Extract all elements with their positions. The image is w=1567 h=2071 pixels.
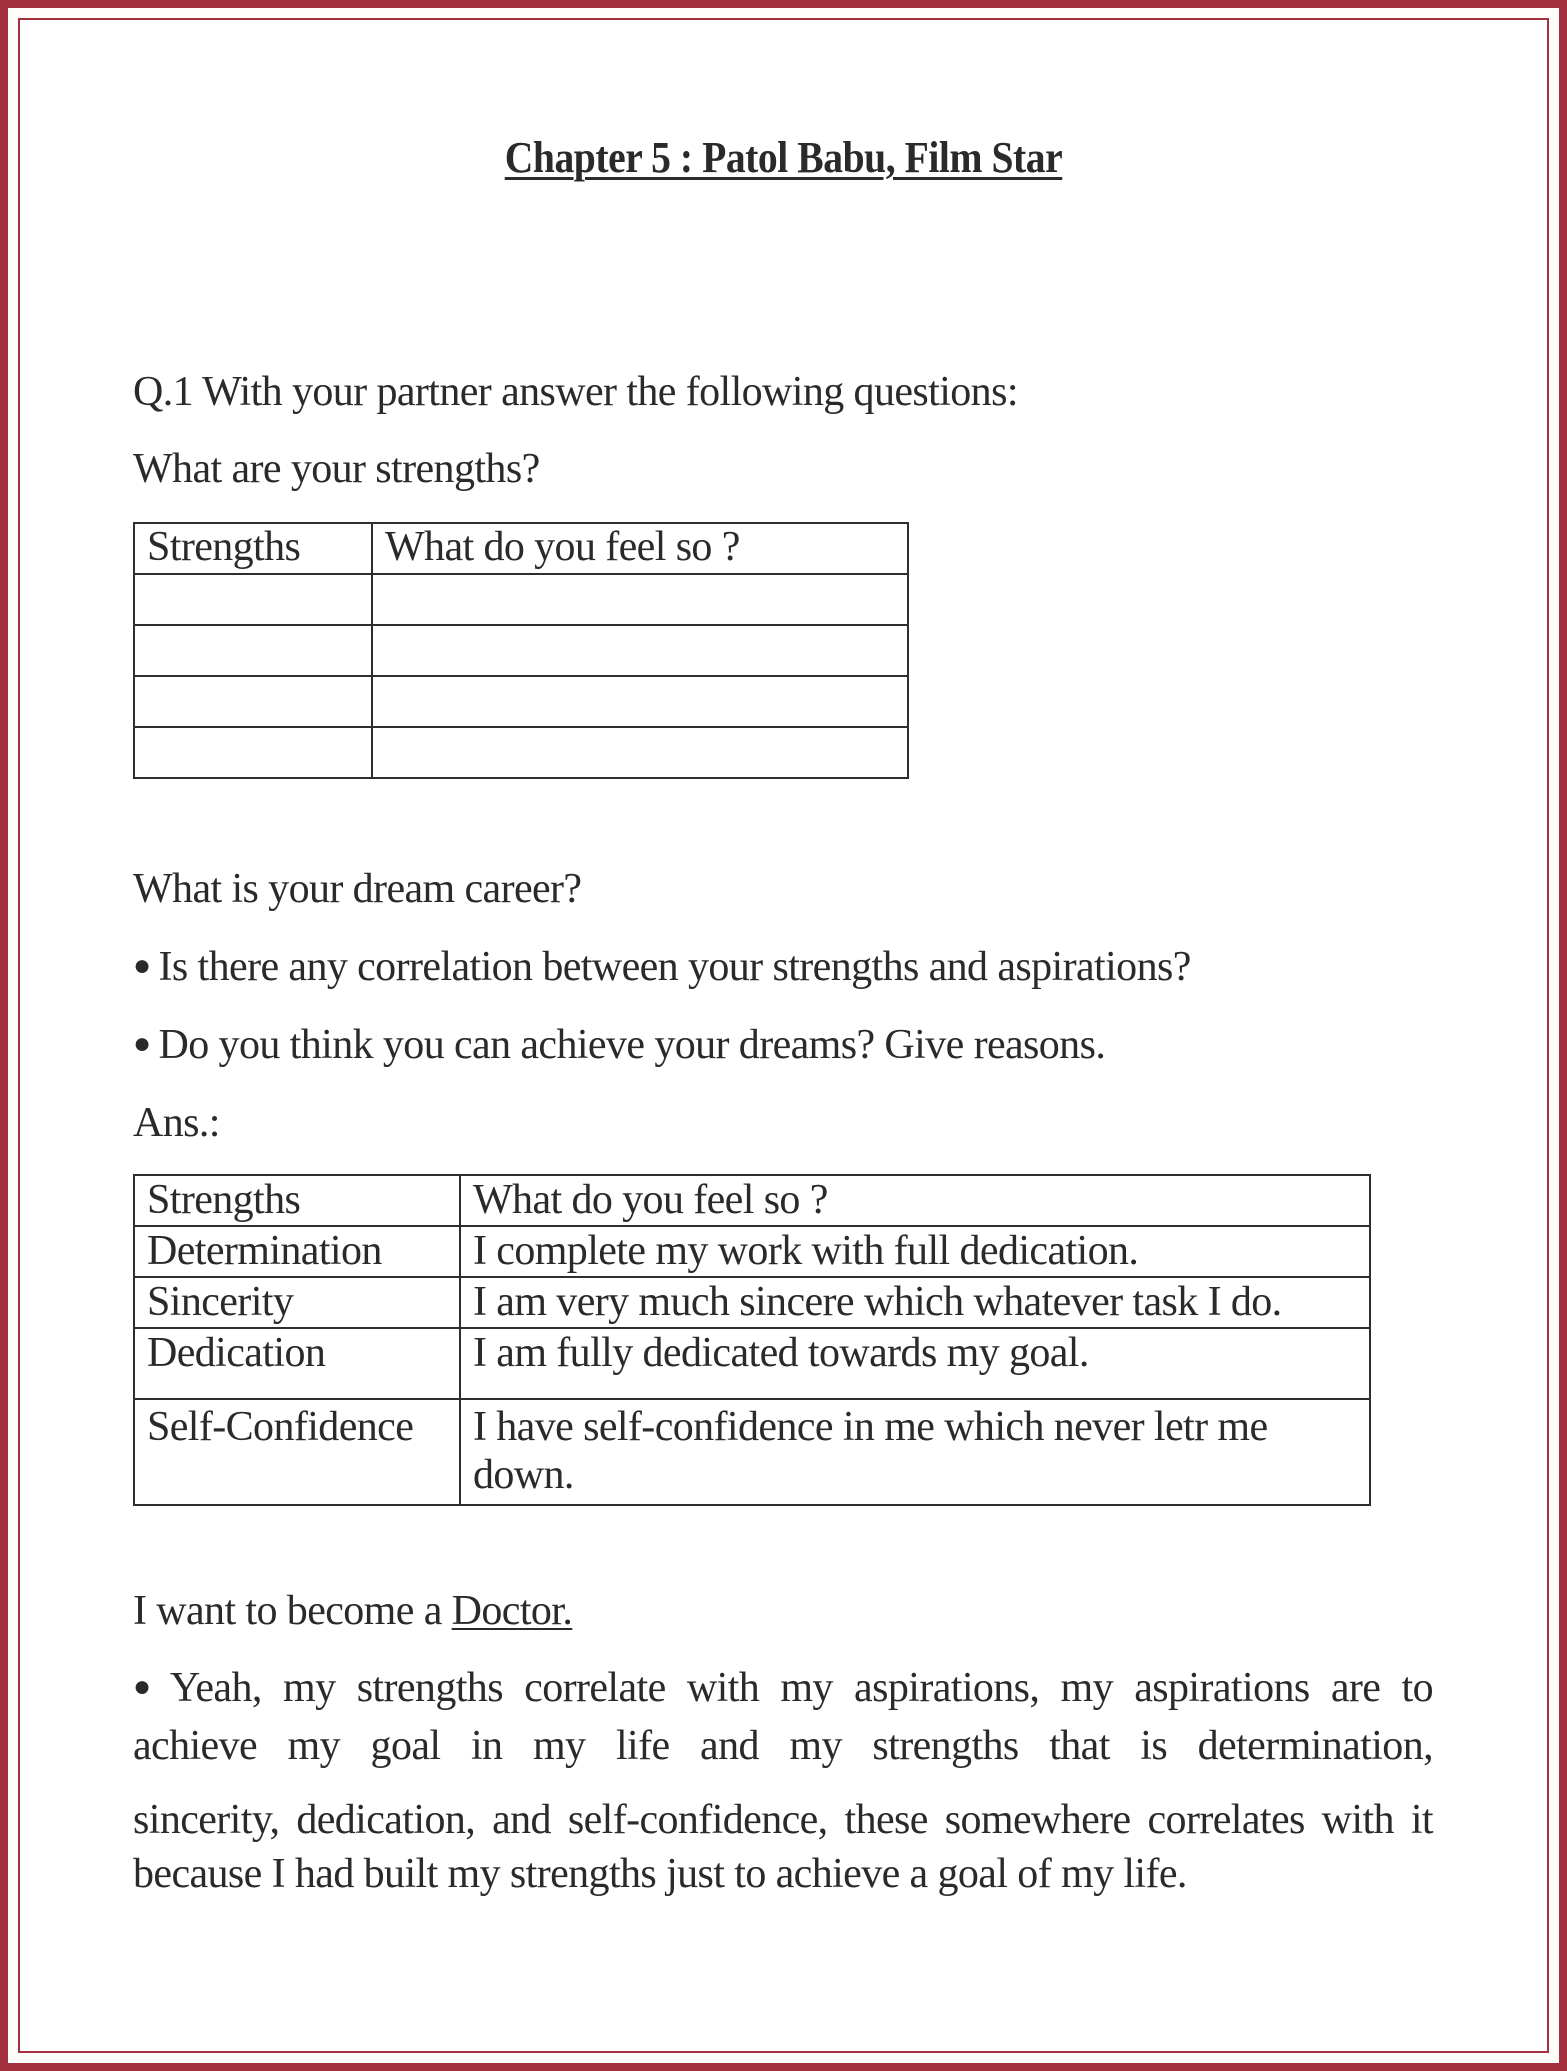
reason-cell: I am fully dedicated towards my goal. — [460, 1328, 1370, 1399]
table-row — [134, 574, 908, 625]
reason-cell: I complete my work with full dedication. — [460, 1226, 1370, 1277]
blank-cell — [372, 625, 908, 676]
blank-cell — [134, 727, 372, 778]
prompt-strengths: What are your strengths? — [133, 446, 540, 492]
table-row — [134, 1226, 1370, 1277]
blank-strengths-table — [133, 522, 909, 779]
strength-cell: Sincerity — [134, 1277, 460, 1328]
career-value: Doctor. — [451, 1588, 573, 1634]
table-header-row — [134, 1175, 1370, 1226]
answer-label: Ans.: — [133, 1100, 220, 1146]
blank-cell — [372, 676, 908, 727]
table-row — [134, 676, 908, 727]
blank-cell — [134, 625, 372, 676]
table-header-row — [134, 523, 908, 574]
chapter-title: Chapter 5 : Patol Babu, Film Star — [504, 133, 1063, 182]
question-heading: Q.1 With your partner answer the following questions: — [133, 369, 1018, 415]
bullet-question-correlation: ● Is there any correlation between your strengths and aspirations? — [133, 942, 1191, 996]
prompt-career: What is your dream career? — [133, 866, 582, 912]
strength-cell: Self-Confidence — [134, 1399, 460, 1505]
blank-cell — [372, 574, 908, 625]
blank-cell — [372, 727, 908, 778]
table-row — [134, 1399, 1370, 1505]
table-row — [134, 625, 908, 676]
header-strengths: Strengths — [134, 523, 372, 574]
header-feel: What do you feel so ? — [372, 523, 908, 574]
answer-paragraph-1: ● Yeah, my strengths correlate with my aspirations, my aspirations are to achieve my goal in my life and my strengths that is determination, — [133, 1661, 1433, 1773]
reason-cell: I have self-confidence in me which never letr me down. — [460, 1399, 1370, 1505]
career-statement-prefix: I want to become a — [133, 1588, 452, 1634]
strength-cell: Dedication — [134, 1328, 460, 1399]
bullet-question-achieve: ● Do you think you can achieve your dreams? Give reasons. — [133, 1020, 1105, 1074]
strength-cell: Determination — [134, 1226, 460, 1277]
reason-cell: I am very much sincere which whatever task I do. — [460, 1277, 1370, 1328]
table-row — [134, 727, 908, 778]
table-row — [134, 1277, 1370, 1328]
career-statement — [133, 1586, 572, 1636]
header-strengths: Strengths — [134, 1175, 460, 1226]
answer-paragraph-2: sincerity, dedication, and self-confidence, these somewhere correlates with it because I had built my strengths just to achieve a goal of my life. — [133, 1797, 1433, 1897]
blank-cell — [134, 574, 372, 625]
table-row — [134, 1328, 1370, 1399]
answer-strengths-table — [133, 1174, 1371, 1506]
blank-cell — [134, 676, 372, 727]
header-feel: What do you feel so ? — [460, 1175, 1370, 1226]
